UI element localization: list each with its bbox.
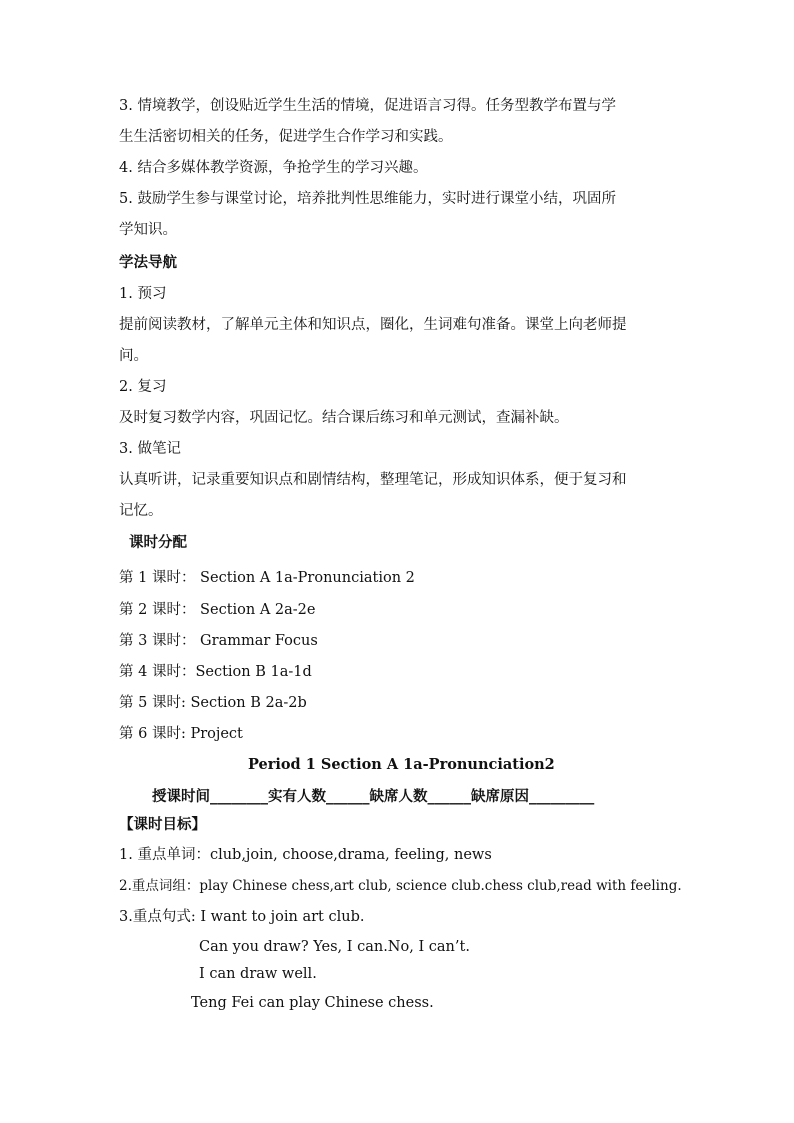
study-guide-heading: 学法导航 <box>119 254 177 271</box>
text-line-teaching-3b: 生生活密切相关的任务，促进学生合作学习和实践。 <box>119 129 453 145</box>
period-title: Period 1 Section A 1a-Pronunciation2 <box>248 756 555 773</box>
attendance-line: 授课时间________实有人数______缺席人数______缺席原因_________ <box>152 788 595 805</box>
study-item-2-title: 2. 复习 <box>119 379 167 395</box>
study-item-1-text-b: 问。 <box>119 348 148 364</box>
study-item-1-text-a: 提前阅读教材，了解单元主体和知识点，圈化，生词难句准备。课堂上向老师提 <box>119 317 627 333</box>
study-item-3-text-a: 认真听讲，记录重要知识点和剧情结构，整理笔记，形成知识体系，便于复习和 <box>119 472 627 488</box>
study-item-3-title: 3. 做笔记 <box>119 441 181 457</box>
text-line-teaching-4: 4. 结合多媒体教学资源，争抢学生的学习兴趣。 <box>119 160 428 176</box>
text-line-teaching-5b: 学知识。 <box>119 222 177 238</box>
study-item-1-title: 1. 预习 <box>119 286 167 302</box>
goal-words: 1. 重点单词：club,join, choose,drama, feeling, news <box>119 847 492 863</box>
study-item-2-text: 及时复习数学内容，巩固记忆。结合课后练习和单元测试，查漏补缺。 <box>119 410 569 426</box>
goal-phrases: 2.重点词组：play Chinese chess,art club, science club.chess club,read with feeling. <box>119 878 682 894</box>
sentence-3: Teng Fei can play Chinese chess. <box>191 995 434 1011</box>
goals-heading: 【课时目标】 <box>119 816 206 833</box>
text-line-teaching-5a: 5. 鼓励学生参与课堂讨论，培养批判性思维能力，实时进行课堂小结，巩固所 <box>119 191 616 207</box>
study-item-3-text-b: 记忆。 <box>119 503 163 519</box>
schedule-item-5: 第 5 课时: Section B 2a-2b <box>119 695 307 711</box>
schedule-item-3: 第 3 课时： Grammar Focus <box>119 633 318 649</box>
schedule-item-4: 第 4 课时：Section B 1a-1d <box>119 664 312 680</box>
text-line-teaching-3a: 3. 情境教学，创设贴近学生生活的情境，促进语言习得。任务型教学布置与学 <box>119 98 616 114</box>
goal-sentences: 3.重点句式: I want to join art club. <box>119 909 365 925</box>
sentence-1: Can you draw? Yes, I can.No, I can’t. <box>199 939 470 955</box>
schedule-item-2: 第 2 课时： Section A 2a-2e <box>119 602 316 618</box>
schedule-item-6: 第 6 课时: Project <box>119 726 243 742</box>
schedule-item-1: 第 1 课时： Section A 1a-Pronunciation 2 <box>119 570 415 586</box>
schedule-heading: 课时分配 <box>129 534 187 551</box>
sentence-2: I can draw well. <box>199 966 317 982</box>
